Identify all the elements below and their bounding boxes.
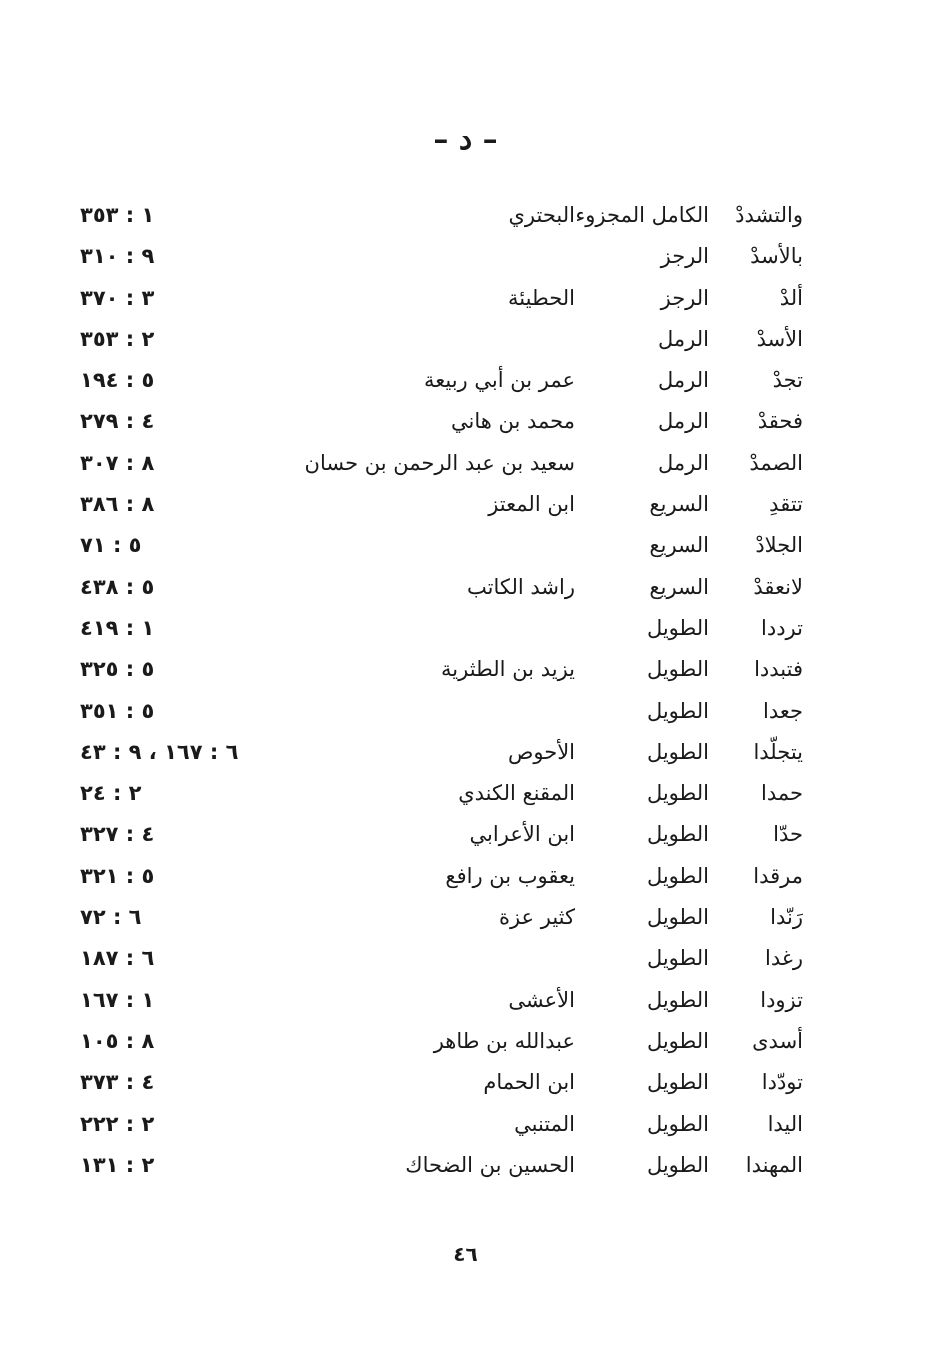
table-row	[0, 320, 931, 361]
rhyme-word: ترددا	[761, 615, 803, 640]
poet: الحسين بن الضحاك	[405, 1152, 575, 1177]
poet: الأحوص	[507, 739, 575, 764]
reference: ٥ : ١٩٤	[80, 368, 155, 393]
poet: ابن المعتز	[488, 492, 575, 517]
reference: ٤ : ٢٧٩	[80, 409, 155, 434]
rhyme-word: حمدا	[761, 781, 803, 806]
poet: الحطيئة	[508, 285, 575, 310]
reference: ٤ : ٣٧٣	[80, 1070, 155, 1095]
rhyme-word: حدّا	[773, 822, 803, 847]
poet: عمر بن أبي ربيعة	[423, 368, 575, 393]
reference: ٥ : ٣٢١	[80, 863, 155, 888]
rhyme-word: تودّدا	[761, 1070, 803, 1095]
poet: يزيد بن الطثرية	[441, 657, 575, 682]
poet: المتنبي	[514, 1111, 575, 1136]
rhyme-word: الأسدْ	[756, 326, 803, 351]
reference: ١ : ٤١٩	[80, 615, 155, 640]
poet: محمد بن هاني	[451, 409, 575, 434]
rhyme-word: يتجلّدا	[753, 739, 803, 764]
table-row	[0, 361, 931, 402]
page-number: ٤٦	[453, 1242, 478, 1266]
meter: الرجز	[660, 244, 709, 269]
reference: ٥ : ٧١	[80, 533, 142, 558]
reference: ٨ : ٣٨٦	[80, 492, 155, 517]
poet: يعقوب بن رافع	[445, 863, 575, 888]
table-row	[0, 1022, 931, 1063]
rhyme-word: لانعقدْ	[753, 574, 803, 599]
rhyme-word: اليدا	[767, 1111, 803, 1136]
table-row	[0, 1105, 931, 1146]
poet: المقنع الكندي	[458, 781, 575, 806]
meter: الرمل	[658, 326, 709, 351]
reference: ٨ : ١٠٥	[80, 1028, 155, 1053]
reference: ٨ : ٣٠٧	[80, 450, 155, 475]
meter: الطويل	[646, 739, 709, 764]
reference: ٢ : ٢٤	[80, 781, 142, 806]
reference: ٥ : ٣٥١	[80, 698, 155, 723]
rhyme-word: تزودا	[760, 987, 803, 1012]
reference: ٢ : ٢٢٢	[80, 1111, 155, 1136]
table-row	[0, 733, 931, 774]
rhyme-word: والتشددْ	[735, 203, 803, 227]
table-row	[0, 444, 931, 485]
meter: الطويل	[646, 615, 709, 640]
table-row	[0, 815, 931, 856]
reference: ٥ : ٤٣٨	[80, 574, 155, 599]
rhyme-word: فتبددا	[754, 657, 803, 682]
table-row	[0, 237, 931, 278]
table-row	[0, 857, 931, 898]
reference: ٣ : ٣٧٠	[80, 285, 155, 310]
meter: الرجز	[660, 285, 709, 310]
table-row	[0, 939, 931, 980]
meter: الطويل	[646, 1028, 709, 1053]
table-row	[0, 485, 931, 526]
reference: ٢ : ١٣١	[80, 1152, 155, 1177]
meter: الطويل	[646, 657, 709, 682]
meter: الطويل	[646, 905, 709, 930]
table-row	[0, 981, 931, 1022]
meter: الرمل	[658, 368, 709, 393]
reference: ٥ : ٣٢٥	[80, 657, 155, 682]
poet: سعيد بن عبد الرحمن بن حسان	[304, 450, 575, 475]
poet: الأعشى	[508, 987, 575, 1012]
meter: الطويل	[646, 1111, 709, 1136]
reference: ١ : ١٦٧	[80, 987, 155, 1012]
meter: الكامل المجزوء	[575, 203, 709, 227]
meter: الطويل	[646, 946, 709, 971]
table-row	[0, 196, 931, 237]
rhyme-word: أسدى	[752, 1028, 803, 1053]
meter: السريع	[649, 492, 709, 517]
reference: ٦ : ١٨٧	[80, 946, 155, 971]
rhyme-word: ألدْ	[779, 285, 803, 310]
rhyme-word: المهندا	[745, 1152, 803, 1177]
meter: الطويل	[646, 1152, 709, 1177]
reference: ١ : ٣٥٣	[80, 203, 155, 227]
section-heading: – د –	[433, 122, 498, 157]
reference: ٢ : ٣٥٣	[80, 326, 155, 351]
meter: الطويل	[646, 781, 709, 806]
rhyme-word: تتقدِ	[769, 492, 803, 517]
table-row	[0, 774, 931, 815]
meter: الطويل	[646, 822, 709, 847]
meter: الطويل	[646, 1070, 709, 1095]
table-row	[0, 1063, 931, 1104]
poet: ابن الحمام	[483, 1070, 575, 1095]
meter: السريع	[649, 533, 709, 558]
meter: الطويل	[646, 698, 709, 723]
table-row	[0, 898, 931, 939]
meter: الطويل	[646, 863, 709, 888]
table-row	[0, 279, 931, 320]
rhyme-word: الجلادْ	[755, 533, 803, 558]
reference: ٤ : ٣٢٧	[80, 822, 155, 847]
rhyme-word: تجدْ	[772, 368, 803, 393]
table-row	[0, 650, 931, 691]
table-row	[0, 568, 931, 609]
meter: السريع	[649, 574, 709, 599]
reference: ٩ : ٣١٠	[80, 244, 155, 269]
rhyme-word: الصمدْ	[749, 450, 803, 475]
reference: ٦ : ١٦٧ ، ٩ : ٤٣	[80, 739, 239, 764]
rhyme-word: فحقدْ	[757, 409, 803, 434]
poet: البحتري	[508, 203, 575, 227]
table-row	[0, 526, 931, 567]
index-table	[0, 196, 931, 1187]
table-row	[0, 609, 931, 650]
meter: الطويل	[646, 987, 709, 1012]
poet: ابن الأعرابي	[469, 822, 575, 847]
meter: الرمل	[658, 409, 709, 434]
rhyme-word: مرقدا	[753, 863, 803, 888]
rhyme-word: رغدا	[765, 946, 803, 971]
table-row	[0, 1146, 931, 1187]
rhyme-word: بالأسدْ	[750, 244, 803, 269]
rhyme-word: رَنّدا	[770, 905, 803, 930]
meter: الرمل	[658, 450, 709, 475]
reference: ٦ : ٧٢	[80, 905, 142, 930]
poet: عبدالله بن طاهر	[433, 1028, 575, 1053]
table-row	[0, 402, 931, 443]
poet: راشد الكاتب	[467, 574, 575, 599]
table-row	[0, 692, 931, 733]
rhyme-word: جعدا	[763, 698, 803, 723]
poet: كثير عزة	[498, 905, 575, 930]
